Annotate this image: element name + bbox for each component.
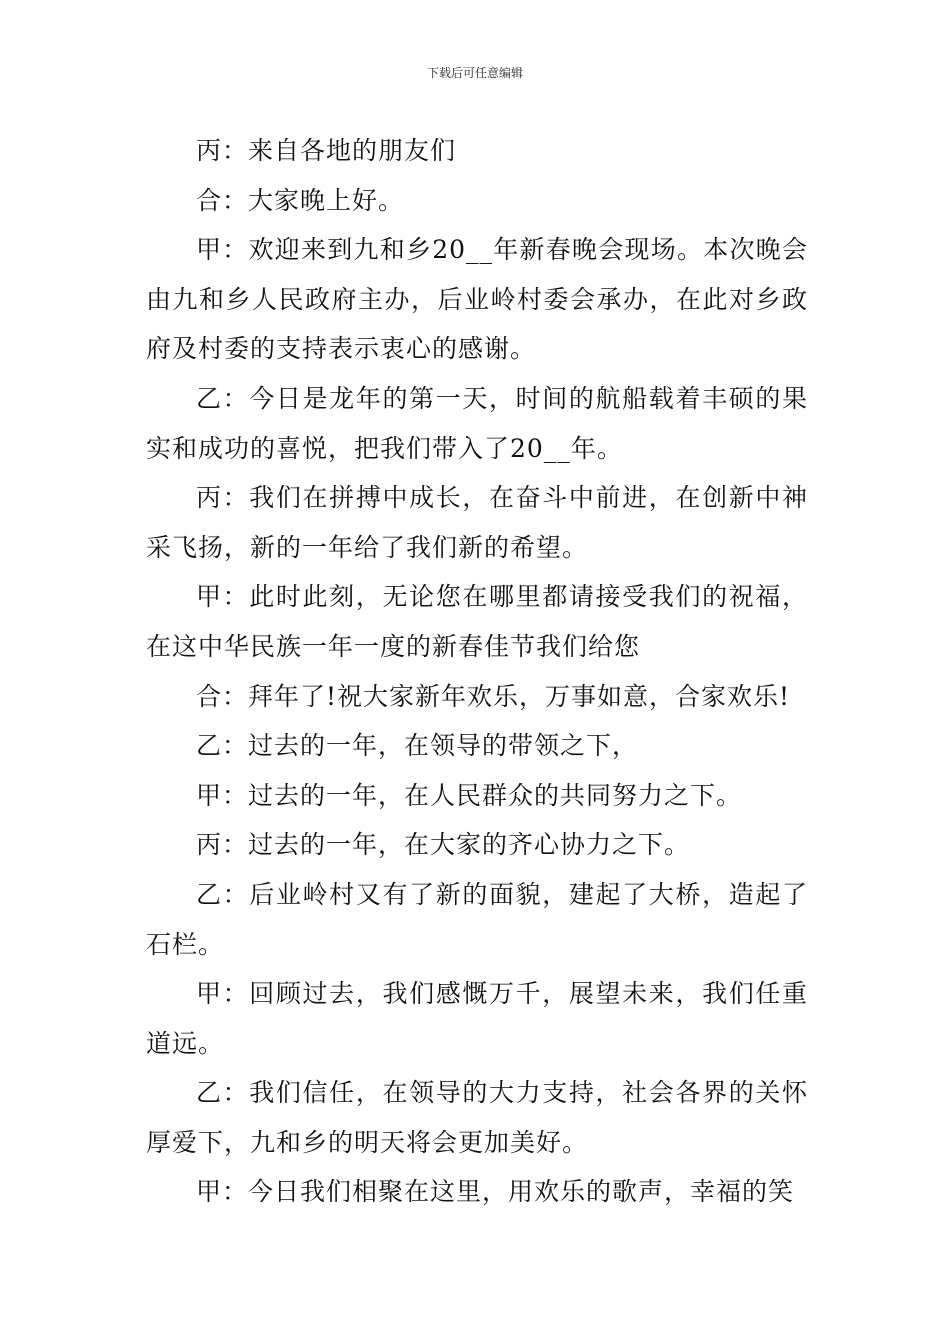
paragraph: 甲：今日我们相聚在这里，用欢乐的歌声，幸福的笑 (196, 1177, 795, 1207)
paragraph: 甲：欢迎来到九和乡20__年新春晚会现场。本次晚会由九和乡人民政府主办，后业岭村委会承办，在此对乡政府及村委的支持表示衷心的感谢。 (146, 235, 808, 364)
page-header: 下载后可任意编辑 (426, 66, 523, 80)
paragraph: 甲：过去的一年，在人民群众的共同努力之下。 (196, 780, 743, 810)
paragraph: 乙：今日是龙年的第一天，时间的航船载着丰硕的果实和成功的喜悦，把我们带入了20__年。 (146, 383, 808, 463)
paragraph: 合：大家晚上好。 (196, 185, 405, 215)
paragraph: 乙：我们信任，在领导的大力支持，社会各界的关怀厚爱下，九和乡的明天将会更加美好。 (146, 1078, 808, 1157)
paragraph: 丙：我们在拼搏中成长，在奋斗中前进，在创新中神采飞扬，新的一年给了我们新的希望。 (146, 483, 808, 562)
paragraph: 丙：过去的一年，在大家的齐心协力之下。 (196, 830, 691, 860)
paragraph: 甲：回顾过去，我们感慨万千，展望未来，我们任重道远。 (146, 979, 808, 1058)
paragraph: 丙：来自各地的朋友们 (196, 136, 457, 165)
paragraph: 合：拜年了!祝大家新年欢乐，万事如意，合家欢乐! (196, 681, 791, 711)
paragraph: 乙：过去的一年，在领导的带领之下， (196, 731, 639, 761)
paragraph: 乙：后业岭村又有了新的面貌，建起了大桥，造起了石栏。 (146, 879, 808, 959)
document-body (146, 126, 808, 1217)
paragraph: 甲：此时此刻，无论您在哪里都请接受我们的祝福，在这中华民族一年一度的新春佳节我们给您 (146, 582, 808, 661)
